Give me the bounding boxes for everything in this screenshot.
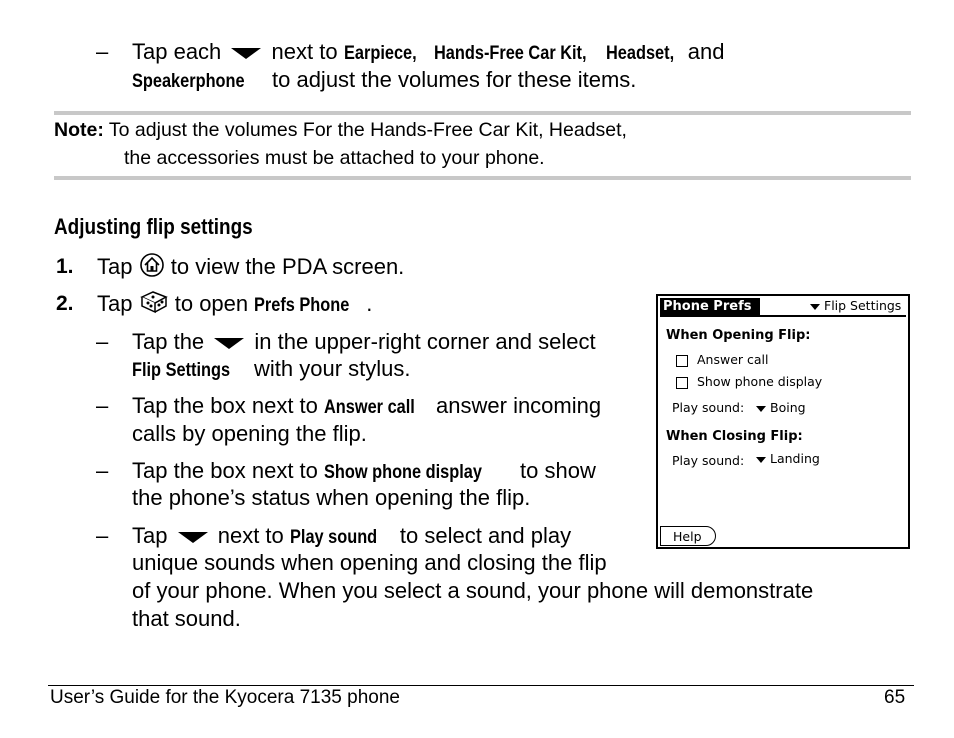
picker-triangle-icon — [756, 457, 766, 463]
step-2-target: Prefs Phone — [254, 294, 350, 316]
bullet-3-pre: Tap the box next to — [132, 458, 318, 483]
answer-call-row[interactable] — [676, 352, 769, 367]
title-underline — [660, 315, 906, 317]
intro-item-handsfree: Hands-Free Car Kit, — [433, 43, 587, 64]
closing-play-sound-value: Landing — [770, 451, 820, 466]
bullet-4-pre: Tap — [132, 523, 168, 548]
help-button[interactable]: Help — [660, 526, 716, 546]
step-1 — [56, 252, 74, 280]
step-1-number: 1. — [56, 255, 74, 278]
bullet-2-line-2: calls by opening the flip. — [132, 421, 367, 446]
intro-post: to adjust the volumes for these items. — [272, 67, 637, 92]
bullet-3-bold: Show phone display — [324, 462, 483, 483]
bullet-1-line-2 — [132, 355, 411, 384]
step-1-post: to view the PDA screen. — [170, 253, 405, 279]
answer-call-label: Answer call — [697, 352, 769, 367]
step-2 — [56, 289, 74, 317]
bullet-4-post: to select and play — [399, 523, 572, 548]
step-2-post: to open — [174, 290, 249, 316]
prefs-icon — [139, 289, 169, 321]
intro-and: and — [687, 39, 725, 64]
footer-rule — [48, 685, 914, 686]
intro-item-earpiece: Earpiece, — [343, 43, 417, 64]
step-2-pre: Tap — [97, 290, 133, 316]
show-phone-display-label: Show phone display — [697, 374, 823, 389]
note-line-1 — [54, 116, 627, 144]
intro-line-1 — [132, 38, 724, 67]
bullet-1-pre: Tap the — [132, 329, 205, 354]
bullet-4-line-4: that sound. — [132, 606, 241, 631]
dropdown-triangle-icon — [231, 48, 261, 59]
note-text-2: the accessories must be attached to your phone. — [124, 147, 545, 169]
opening-play-sound-value: Boing — [770, 400, 806, 415]
intro-item-headset: Headset, — [605, 43, 674, 64]
picker-triangle-icon — [756, 406, 766, 412]
intro-mid: next to — [271, 39, 338, 64]
bullet-1-line-1 — [132, 328, 596, 355]
show-phone-display-checkbox[interactable] — [676, 377, 688, 389]
step-1-text — [97, 252, 404, 284]
bullet-4-line-1 — [132, 522, 571, 551]
bullet-dash: – — [96, 523, 109, 548]
dropdown-triangle-icon — [214, 338, 244, 349]
intro-item-speakerphone: Speakerphone — [132, 71, 245, 92]
phone-prefs-screenshot — [656, 294, 910, 549]
opening-play-sound-picker[interactable] — [756, 400, 806, 415]
bullet-3-line-1 — [132, 457, 596, 486]
bullet-2-line-1 — [132, 392, 601, 421]
footer-title: User’s Guide for the Kyocera 7135 phone — [50, 687, 400, 708]
note-label: Note: — [54, 119, 104, 141]
step-1-pre: Tap — [97, 253, 133, 279]
bullet-dash: – — [96, 329, 109, 354]
screen-title: Phone Prefs — [660, 298, 760, 316]
closing-play-sound-picker[interactable] — [756, 451, 820, 466]
answer-call-checkbox[interactable] — [676, 355, 688, 367]
intro-line-2 — [132, 66, 636, 95]
section-heading: Adjusting flip settings — [54, 214, 253, 239]
bullet-2-post: answer incoming — [436, 393, 602, 418]
closing-play-sound-label: Play sound: — [672, 453, 745, 468]
step-2-number: 2. — [56, 292, 74, 315]
bullet-4-mid: next to — [217, 523, 284, 548]
bullet-dash: – — [96, 39, 109, 64]
bullet-4-line-3: of your phone. When you select a sound, your phone will demonstrate — [132, 578, 814, 603]
bullet-4-line-2: unique sounds when opening and closing the flip — [132, 550, 607, 575]
bullet-3-line-2: the phone’s status when opening the flip. — [132, 485, 531, 510]
intro-pre: Tap each — [132, 39, 222, 64]
opening-flip-heading: When Opening Flip: — [666, 328, 811, 343]
bullet-2-bold: Answer call — [324, 397, 415, 418]
closing-flip-heading: When Closing Flip: — [666, 429, 803, 444]
bullet-1-post: in the upper-right corner and select — [254, 329, 596, 354]
page-number: 65 — [884, 687, 906, 708]
bullet-1-bold: Flip Settings — [132, 360, 231, 381]
bullet-dash: – — [96, 458, 109, 483]
bullet-dash: – — [96, 393, 109, 418]
bullet-1-end: with your stylus. — [254, 356, 411, 381]
note-text-1: To adjust the volumes For the Hands-Free Car Kit, Headset, — [108, 119, 627, 141]
picker-triangle-icon — [810, 304, 820, 310]
opening-play-sound-label: Play sound: — [672, 400, 745, 415]
bullet-3-post: to show — [520, 458, 596, 483]
step-2-text — [97, 289, 372, 321]
step-2-end: . — [366, 290, 373, 316]
show-phone-display-row[interactable] — [676, 374, 822, 389]
bullet-4-bold: Play sound — [289, 527, 378, 548]
note-top-rule — [54, 111, 911, 115]
picker-label: Flip Settings — [824, 298, 902, 313]
flip-settings-picker[interactable] — [810, 298, 901, 313]
note-bottom-rule — [54, 176, 911, 180]
home-icon — [139, 252, 165, 284]
dropdown-triangle-icon — [178, 532, 208, 543]
bullet-2-pre: Tap the box next to — [132, 393, 318, 418]
